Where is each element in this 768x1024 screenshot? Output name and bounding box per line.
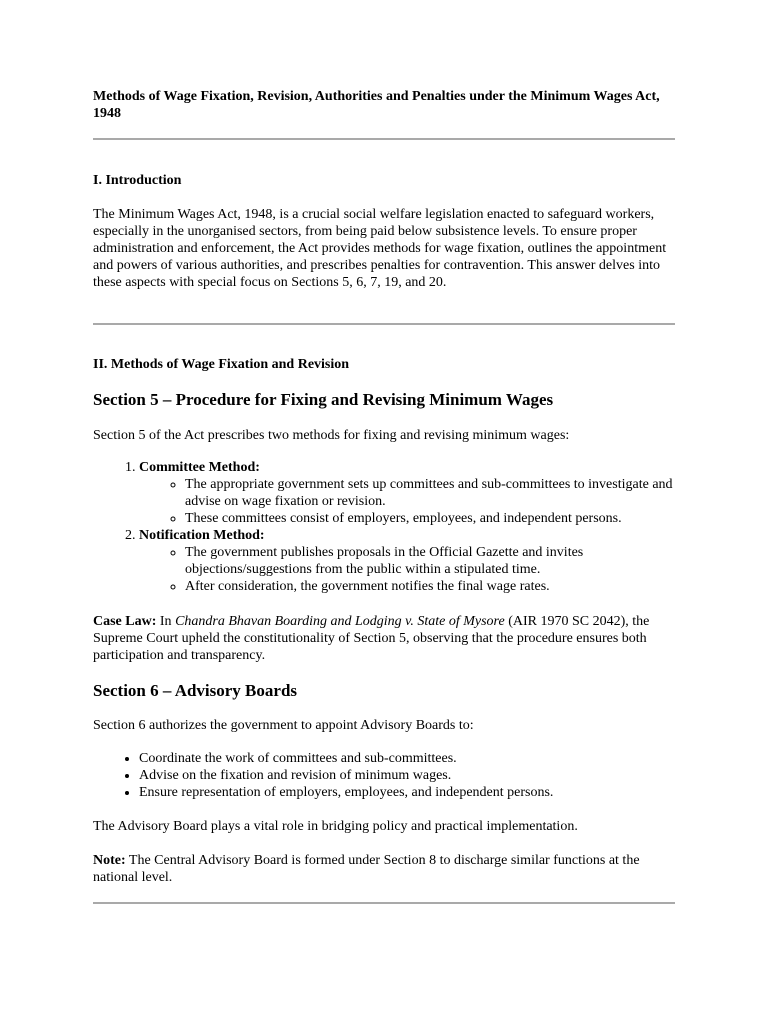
list-item: • Coordinate the work of committees and sub-committees. <box>139 750 675 767</box>
advisory-board-role: The Advisory Board plays a vital role in bridging policy and practical implementation. <box>93 819 578 834</box>
list-item: • Ensure representation of employers, employees, and independent persons. <box>139 784 675 801</box>
list-item: ◦ After consideration, the government notifies the final wage rates. <box>185 578 675 595</box>
case-law-prefix: In <box>156 614 176 629</box>
list-item: ◦ The appropriate government sets up committees and sub-committees to investigate and advise on wage fixation or revision. <box>185 476 675 510</box>
case-law-label: Case Law: <box>93 614 157 629</box>
list-item: • Advise on the fixation and revision of minimum wages. <box>139 767 675 784</box>
notification-method-label: Notification Method: <box>139 528 265 543</box>
section5-heading: Section 5 – Procedure for Fixing and Revising Minimum Wages <box>93 390 554 409</box>
intro-paragraph: The Minimum Wages Act, 1948, is a crucial social welfare legislation enacted to safeguard workers, especially in the unorganised sectors, from being paid below subsistence levels. To ensure proper administration and enforcement, the Act provides methods for wage fixation, outlines the appointment and powers of various authorities, and prescribes penalties for contravention. This answer delves into these aspects with special focus on Sections 5, 6, 7, 19, and 20. <box>93 207 667 290</box>
document-title: Methods of Wage Fixation, Revision, Authorities and Penalties under the Minimum Wages Act, 1948 <box>93 89 660 121</box>
committee-method-label: Committee Method: <box>139 460 260 475</box>
intro-heading: I. Introduction <box>93 173 182 188</box>
case-law-paragraph <box>93 613 675 664</box>
section6-intro: Section 6 authorizes the government to appoint Advisory Boards to: <box>93 718 474 733</box>
section6-bullets <box>93 750 675 801</box>
note-paragraph <box>93 852 675 886</box>
case-law-name: Chandra Bhavan Boarding and Lodging v. State of Mysore <box>175 614 505 629</box>
notification-method-sublist <box>139 544 675 595</box>
section5-intro: Section 5 of the Act prescribes two methods for fixing and revising minimum wages: <box>93 428 570 443</box>
list-item-committee-method <box>139 459 675 527</box>
case-law-text: (AIR 1970 SC 2042), the Supreme Court upheld the constitutionality of Section 5, observing that the procedure ensures both participation and transparency. <box>93 614 650 663</box>
list-item: ◦ These committees consist of employers, employees, and independent persons. <box>185 510 675 527</box>
section5-methods-list <box>93 459 675 595</box>
committee-method-sublist <box>139 476 675 527</box>
list-item: ◦ The government publishes proposals in the Official Gazette and invites objections/suggestions from the public within a stipulated time. <box>185 544 675 578</box>
divider-2 <box>93 323 675 325</box>
divider-1 <box>93 138 675 140</box>
section6-heading: Section 6 – Advisory Boards <box>93 681 298 700</box>
list-item-notification-method <box>139 527 675 595</box>
divider-3 <box>93 902 675 904</box>
methods-heading: II. Methods of Wage Fixation and Revision <box>93 357 350 372</box>
note-text: The Central Advisory Board is formed under Section 8 to discharge similar functions at the national level. <box>93 853 640 885</box>
note-label: Note: <box>93 853 126 868</box>
